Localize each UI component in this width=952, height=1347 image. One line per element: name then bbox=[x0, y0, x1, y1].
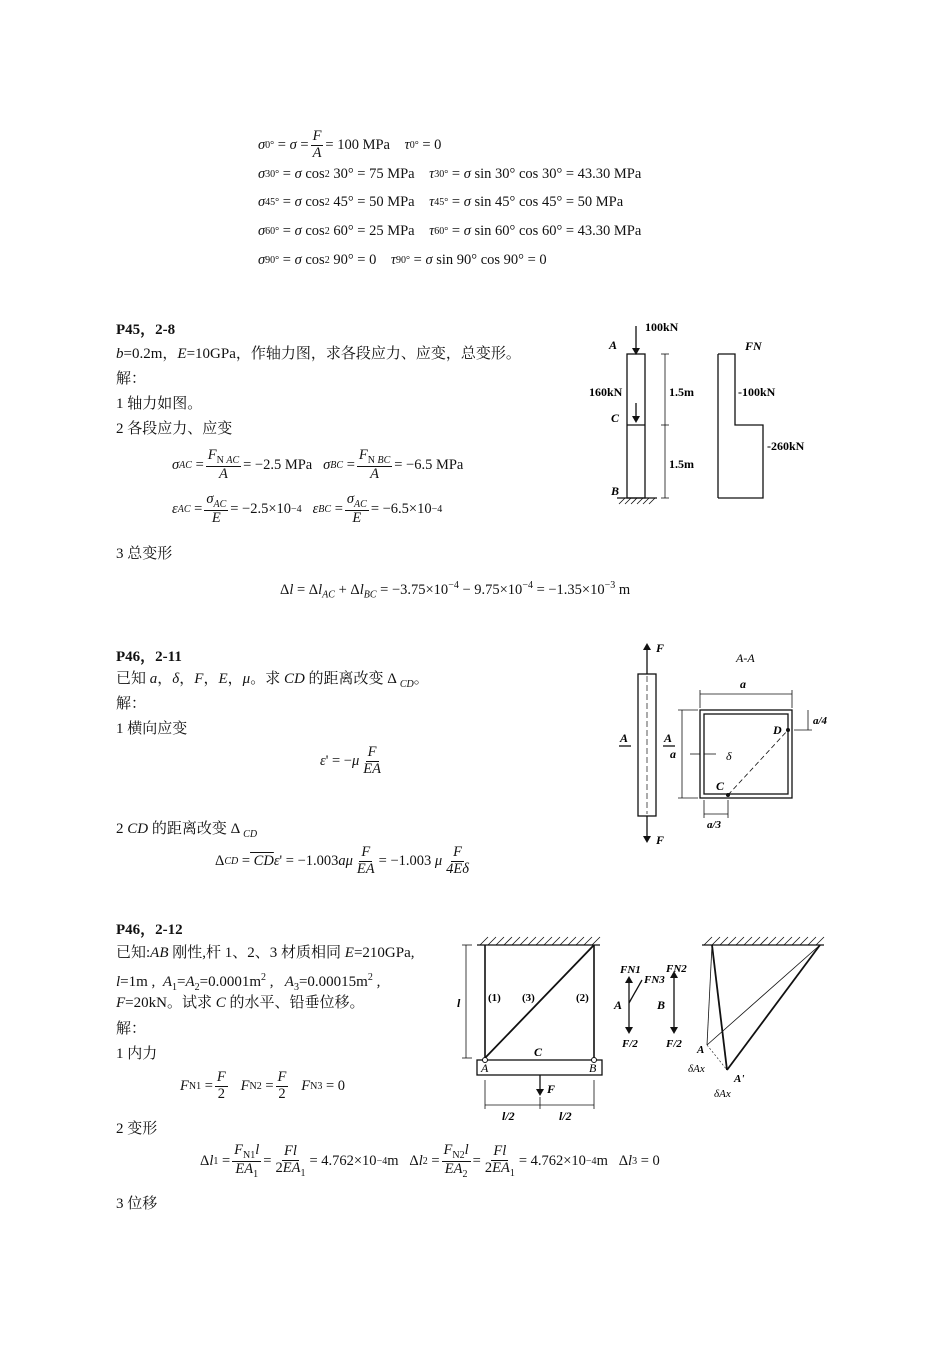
p3-A-label: A bbox=[481, 1061, 489, 1075]
p2-eq1: ε ' = − μ $\frac{F}{EA}$ bbox=[320, 744, 381, 777]
p1-A-label: A bbox=[609, 338, 618, 352]
stress-line-4: σ 90° = σ cos 2 90° = 0 τ 90° = σ sin 90° cos 90° = 0 bbox=[258, 252, 547, 268]
p1-title: P45，2-8 bbox=[116, 322, 176, 338]
p2-given: 已知 a，δ，F，E，μ。求 CD 的距离改变 Δ $_{CD}$。 bbox=[116, 671, 429, 690]
p3-step2: 2 变形 bbox=[116, 1121, 158, 1137]
p1-B-label: B bbox=[611, 484, 620, 498]
p1-step2: 2 各段应力、应变 bbox=[116, 421, 233, 437]
p1-total-eq: $\Delta l = \Delta l_{AC} + \Delta l_{BC} = -3.75\times 10^{-4} - 9.75\times 10^{-4} = -1.35\times 10^{-3}$ m bbox=[280, 580, 631, 601]
p2-delta-label: δ bbox=[726, 749, 732, 763]
p3-B-label: B bbox=[589, 1061, 597, 1075]
stress-line-1: σ 30° = σ cos 2 30° = 75 MPa τ 30° = σ sin 30° cos 30° = 43.30 MPa bbox=[258, 165, 642, 182]
p2-figure bbox=[610, 640, 840, 850]
p1-step3: 3 总变形 bbox=[116, 546, 173, 562]
p1-strain-eq: ε AC = $\frac{\sigma_{AC}}{E}$ = −2.5×10 −4 ε BC = $\frac{\sigma_{AC}}{E}$ = −6.5×10 −4 bbox=[172, 491, 443, 526]
p1-ground-hatch bbox=[619, 498, 655, 504]
stress-line-2: σ 45° = σ cos 2 45° = 50 MPa τ 45° = σ sin 45° cos 45° = 50 MPa bbox=[258, 194, 624, 210]
p1-len1-label: 1.5m bbox=[669, 385, 694, 399]
p2-step1: 1 横向应变 bbox=[116, 721, 188, 737]
p2-A-right-label: A bbox=[664, 731, 673, 745]
p2-a4-label: a/4 bbox=[813, 715, 828, 727]
p2-F-bot-arrowhead bbox=[643, 836, 651, 843]
p2-F-top-arrowhead bbox=[643, 643, 651, 650]
p3-dAx2-label: δAx bbox=[714, 1088, 731, 1100]
p1-FN-label: FN bbox=[745, 339, 762, 353]
p2-title: P46，2-11 bbox=[116, 649, 182, 665]
p3-figure bbox=[452, 925, 832, 1125]
p2-section-label: A-A bbox=[736, 651, 755, 665]
p3-fbd-B-label: B bbox=[657, 998, 666, 1012]
p2-CD-line bbox=[728, 730, 788, 795]
p1-n2-label: -260kN bbox=[767, 439, 805, 453]
p3-title: P46，2-12 bbox=[116, 922, 183, 938]
p2-a-left-label: a bbox=[670, 747, 676, 761]
p3-F2a-label: F/2 bbox=[622, 1038, 638, 1050]
p1-figure bbox=[585, 318, 825, 513]
p3-C-label: C bbox=[534, 1045, 543, 1059]
p3-half1-label: l/2 bbox=[502, 1109, 515, 1123]
p2-D-point bbox=[786, 728, 790, 732]
p3-dAx1-label: δAx bbox=[688, 1063, 705, 1075]
p3-fbd-F2b-arrowhead bbox=[670, 1027, 678, 1034]
p2-C-label: C bbox=[716, 779, 725, 793]
p3-step1: 1 内力 bbox=[116, 1046, 158, 1062]
p3-step3: 3 位移 bbox=[116, 1196, 158, 1212]
p2-A-left-label: A bbox=[620, 731, 629, 745]
stress-line-3: σ 60° = σ cos 2 60° = 25 MPa τ 60° = σ sin 60° cos 60° = 43.30 MPa bbox=[258, 223, 642, 239]
p2-a-top-label: a bbox=[740, 677, 746, 691]
stress-block bbox=[258, 127, 642, 275]
p3-def-A-label: A bbox=[697, 1044, 705, 1056]
p1-n1-label: -100kN bbox=[738, 385, 776, 399]
p3-rod1-label: (1) bbox=[488, 992, 501, 1004]
p3-beam bbox=[477, 1060, 602, 1075]
p3-fbd-F2a-arrowhead bbox=[625, 1027, 633, 1034]
p3-FN1-label: FN1 bbox=[620, 964, 641, 976]
stress-line-0: σ 0° = σ = $\frac{F}{A}$ = 100 MPa τ 0° = 0 bbox=[258, 127, 442, 161]
p1-jie: 解： bbox=[116, 371, 147, 387]
p3-given1: 已知:AB 刚性,杆 1、2、3 材质相同 E=210GPa, bbox=[116, 945, 415, 961]
p1-side-load-label: 160kN bbox=[589, 385, 623, 399]
p2-step2: 2 CD 的距离改变 Δ $_{CD}$ bbox=[116, 821, 258, 840]
p3-fbd-A-label: A bbox=[614, 998, 623, 1012]
p1-C-label: C bbox=[611, 411, 620, 425]
p3-FN3-label: FN3 bbox=[644, 974, 665, 986]
p3-fbd-FN1-arrowhead bbox=[625, 976, 633, 983]
p3-half2-label: l/2 bbox=[559, 1109, 572, 1123]
p2-eq2: Δ CD = CD ε ' = −1.003 aμ $\frac{F}{EA}$ = −1.003 μ $\frac{F}{4E\delta}$ bbox=[215, 844, 470, 877]
p3-rod2-label: (2) bbox=[576, 992, 589, 1004]
p3-def-Ap-label: A' bbox=[734, 1073, 745, 1085]
p3-eq1: F N1 = $\frac{F}{2}$ F N2 = $\frac{F}{2}$ F N3 = 0 bbox=[180, 1069, 346, 1102]
p3-given2: l=1m , $A_1=A_2=0.0001m^2$ , $A_3=0.00015m^2$ , bbox=[116, 972, 381, 993]
p1-stress-eq: σ AC = $\frac{F_{N AC}}{A}$ = −2.5 MPa σ BC = $\frac{F_{N BC}}{A}$ = −6.5 MPa bbox=[172, 447, 464, 482]
p3-given3: F=20kN。试求 C 的水平、铅垂位移。 bbox=[116, 995, 365, 1011]
p2-F-top-label: F bbox=[656, 641, 665, 655]
p1-column bbox=[627, 354, 645, 498]
p1-load-label: 100kN bbox=[645, 320, 679, 334]
p1-len2-label: 1.5m bbox=[669, 457, 694, 471]
p1-step1: 1 轴力如图。 bbox=[116, 396, 203, 412]
p3-FN2-label: FN2 bbox=[666, 963, 687, 975]
p3-load-arrowhead bbox=[536, 1089, 544, 1096]
p2-C-point bbox=[726, 793, 730, 797]
p1-given: b=0.2m，E=10GPa，作轴力图，求各段应力、应变，总变形。 bbox=[116, 346, 521, 362]
p2-F-bot-label: F bbox=[656, 833, 665, 847]
p1-midload-arrowhead bbox=[632, 416, 640, 423]
p2-a3-label: a/3 bbox=[707, 819, 722, 831]
p2-jie: 解： bbox=[116, 696, 147, 712]
p3-jie: 解： bbox=[116, 1021, 147, 1037]
p3-eq2: Δ l 1 = $\frac{F_{N1}l}{EA_1}$ = $\frac{Fl}{2EA_1}$ = 4.762×10 −4 m Δ l 2 = $\frac{F_{N2}l}{EA_2}$ = $\frac{Fl}{2EA_1}$ = 4.762×10 −4 m Δ l 3 = 0 bbox=[200, 1142, 660, 1180]
p3-F-label: F bbox=[547, 1082, 556, 1096]
p3-rod3-label: (3) bbox=[522, 992, 535, 1004]
p2-D-label: D bbox=[773, 723, 782, 737]
p3-F2b-label: F/2 bbox=[666, 1038, 682, 1050]
p3-l-label: l bbox=[457, 996, 461, 1010]
p3-ceiling-hatch bbox=[480, 937, 824, 945]
